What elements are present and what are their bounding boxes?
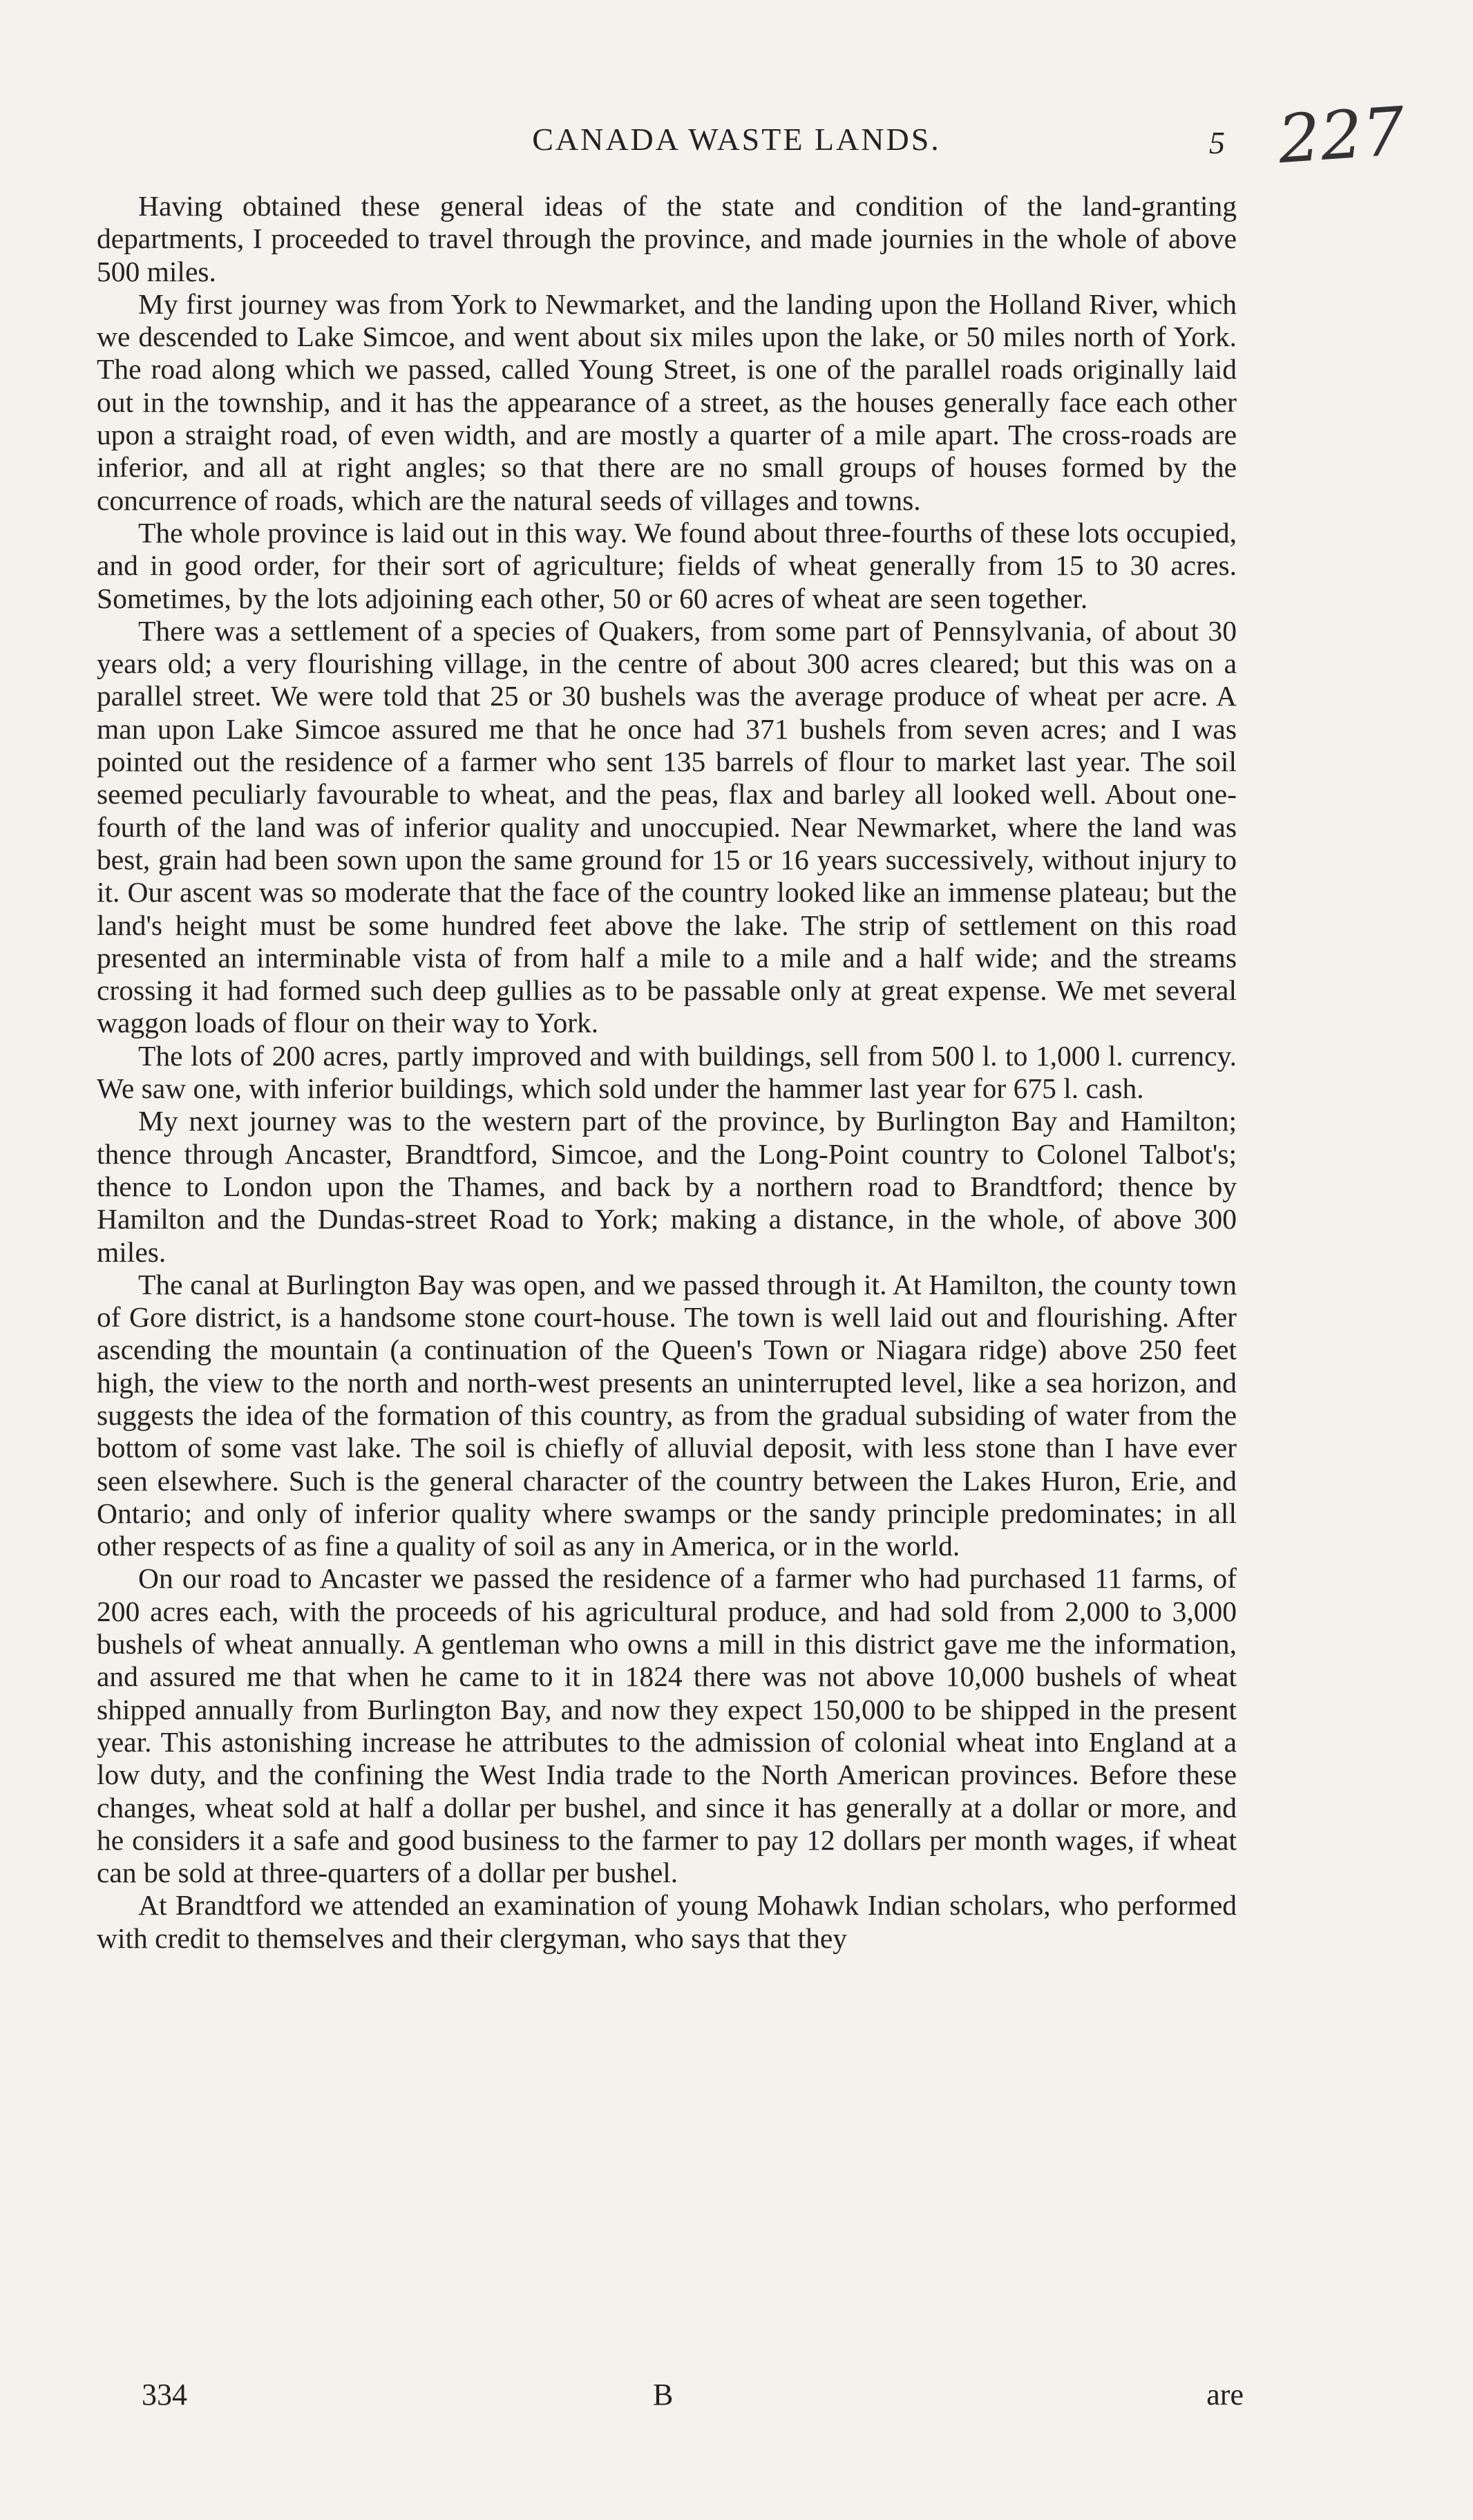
running-title: CANADA WASTE LANDS. xyxy=(532,122,941,157)
signature-letter: B xyxy=(653,2378,674,2412)
paragraph: The canal at Burlington Bay was open, and we passed through it. At Hamilton, the county town of Gore district, is a handsome stone court-house. The town is well laid out and flourishing. After ascending the mountain (a continuation of the Queen's Town or Niagara ridge) above 250 feet high, the view to the north and north-west presents an uninterrupted level, like a sea horizon, and suggests the idea of the formation of this country, as from the gradual subsiding of water from the bottom of some vast lake. The soil is chiefly of alluvial deposit, with less stone than I have ever seen elsewhere. Such is the general character of the country between the Lakes Huron, Erie, and Ontario; and only of inferior quality where swamps or the sandy principle predominates; in all other respects of as fine a quality of soil as any in America, or in the world. xyxy=(97,1268,1237,1562)
paragraph: My first journey was from York to Newmarket, and the landing upon the Holland River, which we descended to Lake Simcoe, and went about six miles upon the lake, or 50 miles north of York. The road along which we passed, called Young Street, is one of the parallel roads originally laid out in the township, and it has the appearance of a street, as the houses generally face each other upon a straight road, of even width, and are mostly a quarter of a mile apart. The cross-roads are inferior, and all at right angles; so that there are no small groups of houses formed by the concurrence of roads, which are the natural seeds of villages and towns. xyxy=(97,287,1237,516)
signature-number: 334 xyxy=(142,2378,187,2412)
paragraph: Having obtained these general ideas of the state and condition of the land-granting departments, I proceeded to travel through the province, and made journies in the whole of above 500 miles. xyxy=(97,190,1237,287)
paragraph: There was a settlement of a species of Quakers, from some part of Pennsylvania, of about 30 years old; a very flourishing village, in the centre of about 300 acres cleared; but this was on a parallel street. We were told that 25 or 30 bushels was the average produce of wheat per acre. A man upon Lake Simcoe assured me that he once had 371 bushels from seven acres; and I was pointed out the residence of a farmer who sent 135 barrels of flour to market last year. The soil seemed peculiarly favourable to wheat, and the peas, flax and barley all looked well. About one-fourth of the land was of inferior quality and unoccupied. Near Newmarket, where the land was best, grain had been sown upon the same ground for 15 or 16 years successively, without injury to it. Our ascent was so moderate that the face of the country looked like an immense plateau; but the land's height must be some hundred feet above the lake. The strip of settlement on this road presented an interminable vista of from half a mile to a mile and a half wide; and the streams crossing it had formed such deep gullies as to be passable only at great expense. We met several waggon loads of flour on their way to York. xyxy=(97,614,1237,1039)
handwritten-folio-number: 227 xyxy=(1275,92,1407,179)
catchword: are xyxy=(1206,2378,1244,2412)
paragraph: On our road to Ancaster we passed the residence of a farmer who had purchased 11 farms, of 200 acres each, with the proceeds of his agricultural produce, and had sold from 2,000 to 3,000 bushels of wheat annually. A gentleman who owns a mill in this district gave me the information, and assured me that when he came to it in 1824 there was not above 10,000 bushels of wheat shipped annually from Burlington Bay, and now they expect 150,000 to be shipped in the present year. This astonishing increase he attributes to the admission of colonial wheat into England at a low duty, and the confining the West India trade to the North American provinces. Before these changes, wheat sold at half a dollar per bushel, and since it has generally at a dollar or more, and he considers it a safe and good business to the farmer to pay 12 dollars per month wages, if wheat can be sold at three-quarters of a dollar per bushel. xyxy=(97,1562,1237,1889)
page-number: 5 xyxy=(1209,125,1225,160)
paragraph: The whole province is laid out in this way. We found about three-fourths of these lots occupied, and in good order, for their sort of agriculture; fields of wheat generally from 15 to 30 acres. Sometimes, by the lots adjoining each other, 50 or 60 acres of wheat are seen together. xyxy=(97,516,1237,614)
body-text xyxy=(97,190,1237,1955)
paragraph: The lots of 200 acres, partly improved and with buildings, sell from 500 l. to 1,000 l. currency. We saw one, with inferior buildings, which sold under the hammer last year for 675 l. cash. xyxy=(97,1039,1237,1105)
paragraph: My next journey was to the western part of the province, by Burlington Bay and Hamilton; thence through Ancaster, Brandtford, Simcoe, and the Long-Point country to Colonel Talbot's; thence to London upon the Thames, and back by a northern road to Brandtford; thence by Hamilton and the Dundas-street Road to York; making a distance, in the whole, of above 300 miles. xyxy=(97,1105,1237,1268)
paragraph: At Brandtford we attended an examination of young Mohawk Indian scholars, who performed with credit to themselves and their clergyman, who says that they xyxy=(97,1889,1237,1954)
